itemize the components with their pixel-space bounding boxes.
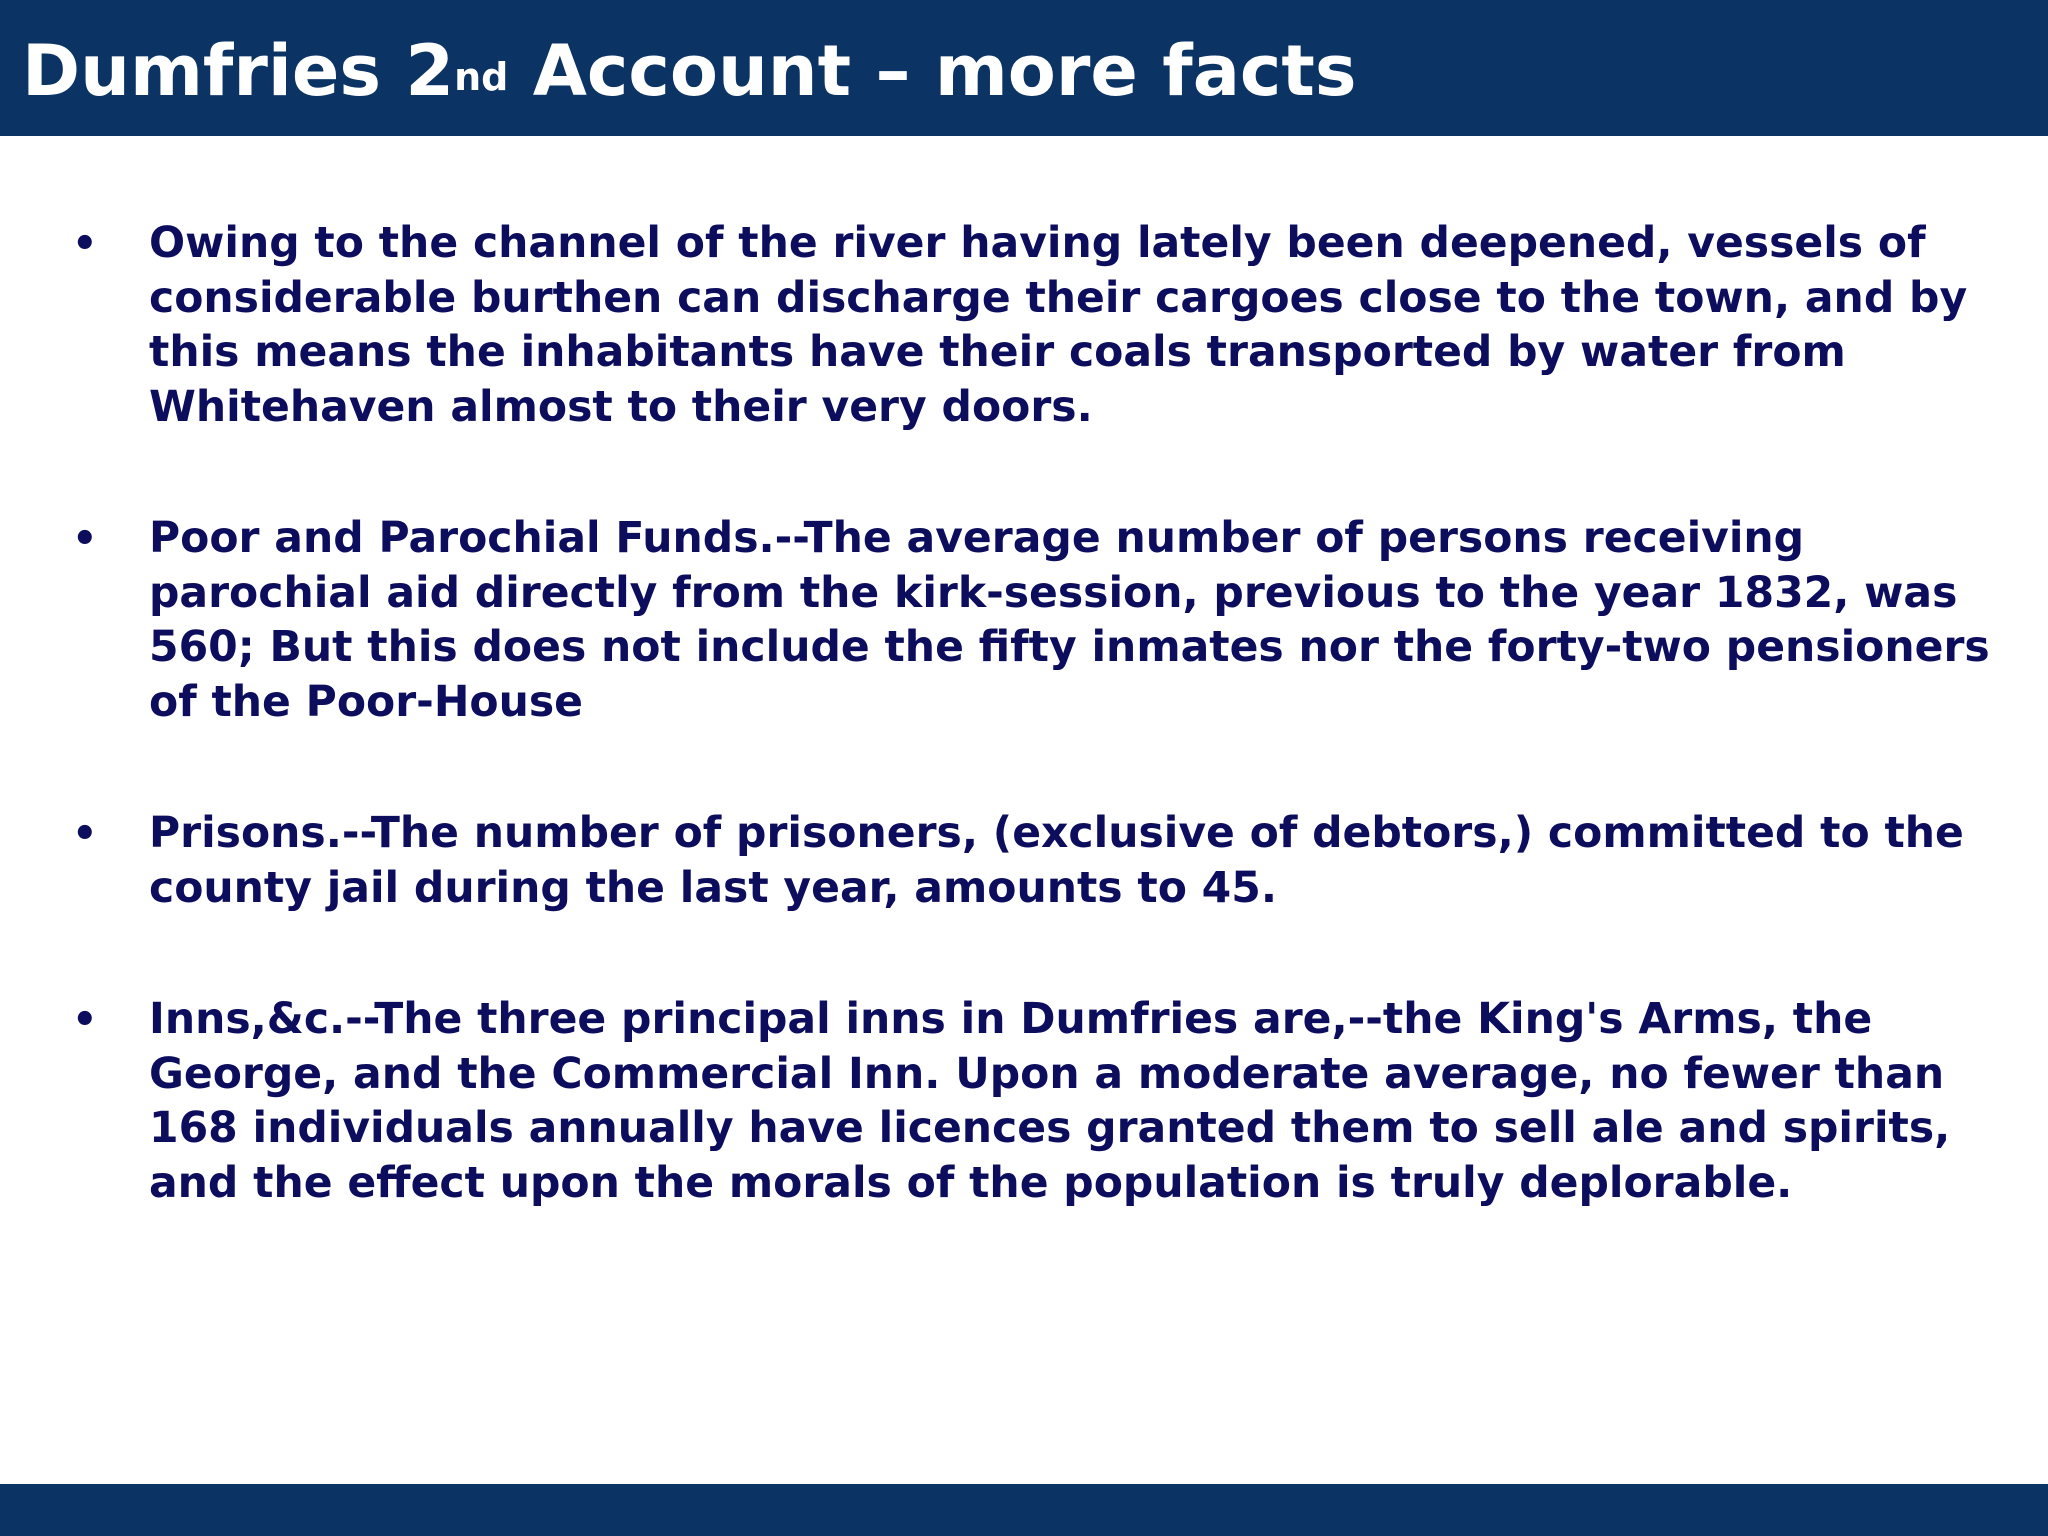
bullet-icon: • [72, 516, 98, 562]
bullet-text: Owing to the channel of the river having lately been deepened, vessels of considerable burthen can discharge their cargoes close to the town, and by this means the inhabitants have their coals transported by water from Whitehaven almost to their very doors. [149, 219, 1968, 432]
bullet-icon: • [72, 997, 98, 1043]
slide-title [22, 26, 1357, 116]
footer-bar [0, 1484, 2048, 1536]
title-superscript: nd [454, 55, 509, 99]
title-main: Dumfries 2 [22, 30, 455, 112]
header-bar [0, 0, 2048, 136]
bullet-text: Inns,&c.--The three principal inns in Dumfries are,--the King's Arms, the George, and the Commercial Inn. Upon a moderate average, no fewer than 168 individuals annually have licences granted them to sell ale and spirits, and the effect upon the morals of the population is truly deplorable. [149, 995, 1951, 1208]
bullet-text: Poor and Parochial Funds.--The average number of persons receiving parochial aid directly from the kirk-session, previous to the year 1832, was 560; But this does not include the fifty inmates nor the forty-two pensioners of the Poor-House [149, 514, 1990, 727]
bullet-text: Prisons.--The number of prisoners, (exclusive of debtors,) committed to the county jail during the last year, amounts to 45. [149, 809, 1964, 913]
bullet-icon: • [72, 221, 98, 267]
bullet-icon: • [72, 811, 98, 857]
title-rest: Account – more facts [508, 30, 1357, 112]
